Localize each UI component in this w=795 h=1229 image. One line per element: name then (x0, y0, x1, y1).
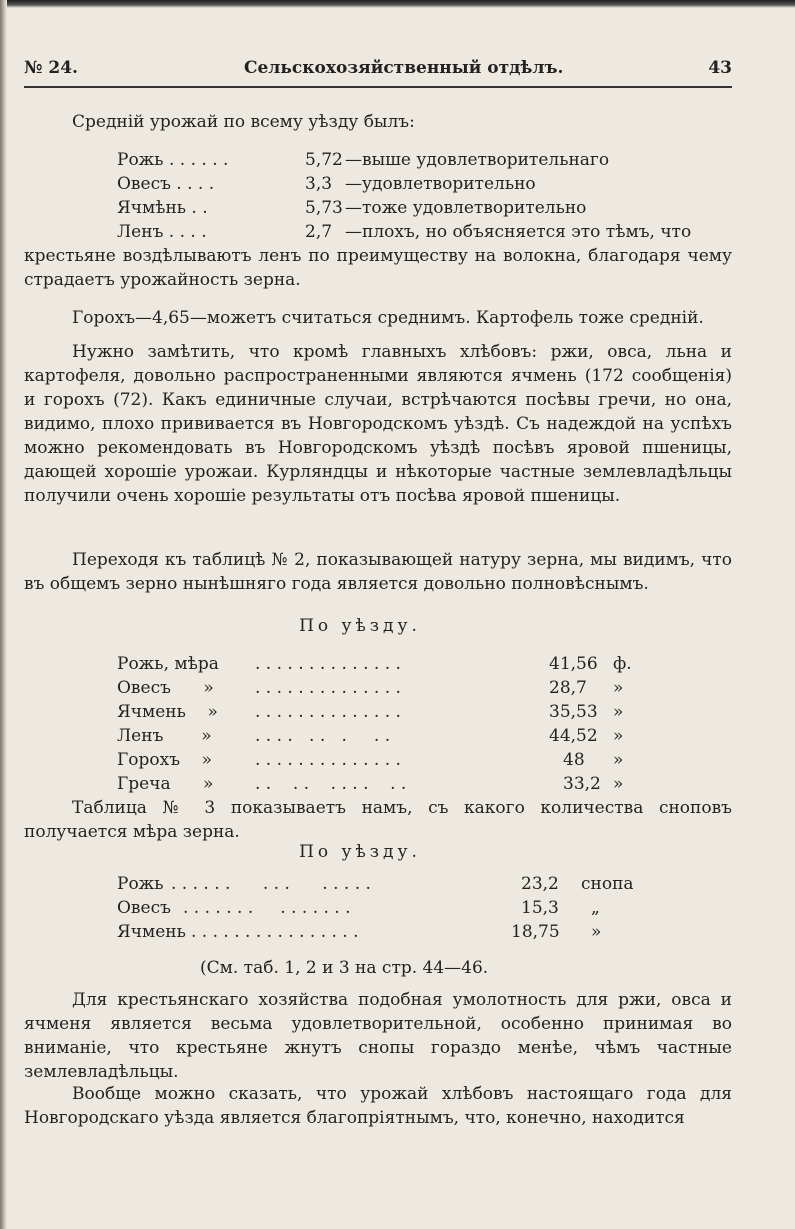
header-rule (24, 86, 732, 88)
yield-remark: —выше удовлетворительнаго (345, 150, 610, 170)
reference-text: (См. таб. 1, 2 и 3 на стр. 44—46. (200, 958, 489, 978)
page-top-edge (0, 0, 795, 8)
sheaves-unit: » (591, 922, 602, 942)
weight-unit: » (613, 774, 624, 794)
table2-paragraph (24, 548, 732, 596)
county-heading-2: По уѣзду. (299, 842, 421, 862)
weight-dots: . . . . . . . . . . . . . . (255, 750, 401, 770)
weight-unit: ф. (613, 654, 632, 674)
weight-value: 33,2 (563, 774, 601, 794)
sheaves-dots: . . . . . . . . . . . . . . . . (191, 922, 359, 942)
weight-unit: » (613, 726, 624, 746)
weight-dots: . . . . . . . . . . . . . . (255, 678, 401, 698)
yield-remark: —плохъ, но объясняется это тѣмъ, что (345, 222, 692, 242)
weight-value: 44,52 (549, 726, 598, 746)
weight-unit: » (613, 678, 624, 698)
weight-value: 48 (563, 750, 585, 770)
weight-crop: Ячмень » (117, 702, 218, 722)
flax-note (24, 244, 732, 292)
final-paragraph (24, 1082, 732, 1130)
weight-dots: . . . . . . . . . (255, 726, 391, 746)
yield-value: 3,3 (305, 174, 333, 194)
page-number: 43 (708, 58, 732, 78)
sheaves-value: 18,75 (511, 922, 560, 942)
sheaves-unit: „ (591, 898, 600, 918)
table3-paragraph (24, 796, 732, 844)
page-left-edge (0, 0, 7, 1229)
intro-text: Среднiй урожай по всему уѣзду былъ: (72, 112, 415, 132)
sheaves-unit: снопа (581, 874, 634, 894)
yield-remark: —тоже удовлетворительно (345, 198, 587, 218)
yield-value: 5,72 (305, 150, 343, 170)
weight-value: 28,7 (549, 678, 587, 698)
yield-remark: —удовлетворительно (345, 174, 536, 194)
peas-text: Горохъ—4,65—можетъ считаться среднимъ. Картофель тоже среднiй. (72, 308, 704, 328)
yield-crop: Рожь . . . . . . (117, 150, 229, 170)
flax-note-text: крестьяне воздѣлываютъ ленъ по преимуществу на волокна, благодаря чему страдаетъ урожайность зерна. (24, 246, 732, 290)
yield-crop: Ленъ . . . . (117, 222, 207, 242)
other-crops-text: Нужно замѣтить, что кромѣ главныхъ хлѣбовъ: ржи, овса, льна и картофеля, довольно распространенными являются ячмень (172 сообщенiя) и горохъ (72). Какъ единичные случаи, встрѣчаются посѣвы гречи, но она, видимо, плохо прививается въ Новгородскомъ уѣздѣ. Съ надеждой на успѣхъ можно рекомендовать въ Новгородскомъ уѣздѣ посѣвъ яровой пшеницы, дающей хорошiе урожаи. Курляндцы и нѣкоторые частные землевладѣльцы получили очень хорошiе результаты отъ посѣва яровой пшеницы. (24, 342, 732, 506)
weight-value: 35,53 (549, 702, 598, 722)
sheaves-dots: . . . . . . . . . . . . . . (183, 898, 351, 918)
sheaves-dots: . . . . . . . . . . . . . . (171, 874, 371, 894)
table2-text: Переходя къ таблицѣ № 2, показывающей натуру зерна, мы видимъ, что въ общемъ зерно нынѣшняго года является довольно полновѣснымъ. (24, 550, 732, 594)
section-title: Сельскохозяйственный отдѣлъ. (244, 58, 564, 78)
weight-dots: . . . . . . . . . . . . . . (255, 654, 401, 674)
conclusion-text: Для крестьянскаго хозяйства подобная умолотность для ржи, овса и ячменя является весьма удовлетворительной, особенно принимая во вниманiе, что крестьяне жнутъ снопы гораздо менѣе, чѣмъ частные землевладѣльцы. (24, 990, 732, 1082)
weight-unit: » (613, 750, 624, 770)
weight-dots: . . . . . . . . . . (255, 774, 407, 794)
weight-value: 41,56 (549, 654, 598, 674)
conclusion-paragraph (24, 988, 732, 1084)
yield-crop: Ячмѣнь . . (117, 198, 208, 218)
intro-line (24, 110, 732, 134)
weight-crop: Горохъ » (117, 750, 213, 770)
sheaves-value: 15,3 (521, 898, 559, 918)
weight-crop: Греча » (117, 774, 214, 794)
reference-line (200, 956, 600, 980)
yield-value: 5,73 (305, 198, 343, 218)
table3-text: Таблица № 3 показываетъ намъ, съ какого количества сноповъ получается мѣра зерна. (24, 798, 732, 842)
yield-crop: Овесъ . . . . (117, 174, 215, 194)
final-text: Вообще можно сказать, что урожай хлѣбовъ настоящаго года для Новгородскаго уѣзда является благопрiятнымъ, что, конечно, находится (24, 1084, 732, 1128)
weight-crop: Овесъ » (117, 678, 214, 698)
county-heading-1: По уѣзду. (299, 616, 421, 636)
issue-number: № 24. (24, 58, 78, 78)
peas-paragraph (24, 306, 732, 330)
running-header (24, 58, 732, 86)
sheaves-crop: Ячмень (117, 922, 186, 942)
weight-unit: » (613, 702, 624, 722)
sheaves-value: 23,2 (521, 874, 559, 894)
sheaves-crop: Овесъ (117, 898, 171, 918)
weight-crop: Ленъ » (117, 726, 212, 746)
weight-dots: . . . . . . . . . . . . . . (255, 702, 401, 722)
other-crops-paragraph (24, 340, 732, 508)
sheaves-crop: Рожь (117, 874, 164, 894)
yield-value: 2,7 (305, 222, 333, 242)
weight-crop: Рожь, мѣра (117, 654, 219, 674)
